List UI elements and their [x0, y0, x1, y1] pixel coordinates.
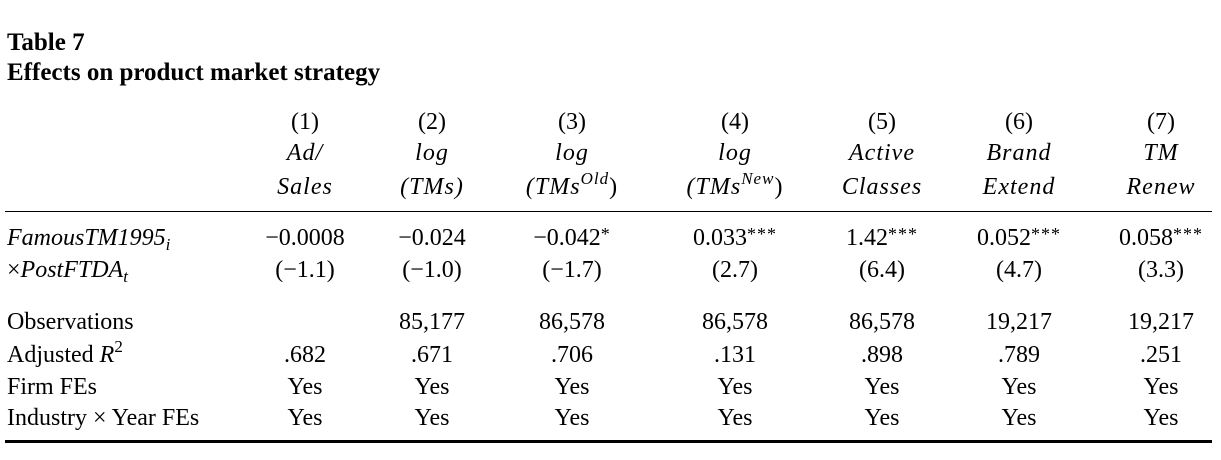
variable-label-line2: [7, 257, 128, 286]
firm-fe-cell: Yes: [717, 374, 753, 400]
column-title-line2: [400, 175, 464, 199]
industry-year-fe-cell: Yes: [1001, 405, 1037, 431]
coefficient-cell: [846, 226, 918, 250]
adj-r2-exponent: 2: [114, 337, 123, 356]
adj-r2-cell: .706: [551, 342, 593, 368]
column-title-line1: log: [718, 140, 752, 166]
column-title-text: (TMs: [686, 174, 742, 200]
industry-year-fe-label: Industry × Year FEs: [7, 405, 200, 431]
observations-cell: 86,578: [849, 309, 915, 335]
coefficient-value: −0.024: [398, 225, 466, 251]
observations-cell: 86,578: [539, 309, 605, 335]
industry-year-fe-cell: Yes: [287, 405, 323, 431]
column-title-text: Extend: [982, 174, 1056, 200]
header-rule: [5, 211, 1212, 212]
adj-r2-symbol: R: [99, 342, 115, 368]
column-title-superscript: Old: [580, 169, 610, 188]
coefficient-cell: [265, 226, 345, 250]
coefficient-cell: [1119, 226, 1203, 250]
firm-fe-cell: Yes: [554, 374, 590, 400]
industry-year-fe-cell: Yes: [554, 405, 590, 431]
tstat-cell: (−1.1): [275, 257, 335, 283]
column-title-line2: [525, 169, 619, 200]
coefficient-cell: [533, 226, 611, 250]
times-symbol: ×: [7, 257, 21, 283]
adj-r2-label: [7, 337, 123, 368]
coefficient-value: −0.042: [533, 225, 601, 251]
coefficient-cell: [977, 226, 1061, 250]
column-title-superscript: New: [741, 169, 775, 188]
coefficient-value: 0.052: [977, 225, 1031, 251]
column-title-line1: Ad/: [286, 140, 324, 166]
industry-year-fe-cell: Yes: [1143, 405, 1179, 431]
coefficient-value: 0.033: [693, 225, 747, 251]
tstat-cell: (2.7): [712, 257, 758, 283]
adj-r2-cell: .671: [411, 342, 453, 368]
table-caption: Effects on product market strategy: [7, 59, 381, 86]
variable-name-postftda: PostFTDA: [20, 257, 124, 283]
industry-year-fe-cell: Yes: [864, 405, 900, 431]
adj-r2-cell: .898: [861, 342, 903, 368]
column-number: (7): [1147, 109, 1175, 135]
column-number: (5): [868, 109, 896, 135]
column-title-line1: Brand: [986, 140, 1052, 166]
column-title-line2: [277, 175, 333, 199]
observations-cell: 86,578: [702, 309, 768, 335]
tstat-cell: (3.3): [1138, 257, 1184, 283]
adj-r2-text: Adjusted: [7, 342, 100, 368]
tstat-cell: (4.7): [996, 257, 1042, 283]
adj-r2-cell: .131: [714, 342, 756, 368]
coefficient-cell: [693, 226, 777, 250]
firm-fe-cell: Yes: [1143, 374, 1179, 400]
variable-subscript-t: t: [123, 267, 128, 286]
column-number: (1): [291, 109, 319, 135]
variable-label-line1: [7, 225, 171, 254]
observations-cell: 19,217: [1128, 309, 1194, 335]
column-title-text: (TMs): [400, 174, 464, 200]
firm-fe-cell: Yes: [1001, 374, 1037, 400]
adj-r2-cell: .682: [284, 342, 326, 368]
significance-stars: ***: [1031, 224, 1061, 244]
industry-year-fe-cell: Yes: [414, 405, 450, 431]
bottom-rule: [5, 440, 1212, 443]
column-title-text: Sales: [277, 174, 333, 200]
column-title-close-paren: ): [774, 174, 784, 200]
firm-fe-label: Firm FEs: [7, 374, 98, 400]
column-title-text: Classes: [841, 174, 923, 200]
column-number: (3): [558, 109, 586, 135]
column-title-line1: Active: [849, 140, 915, 166]
column-title-line1: log: [555, 140, 589, 166]
coefficient-cell: [398, 226, 466, 250]
significance-stars: ***: [747, 224, 777, 244]
column-title-line1: TM: [1143, 140, 1179, 166]
column-title-line1: log: [415, 140, 449, 166]
firm-fe-cell: Yes: [414, 374, 450, 400]
firm-fe-cell: Yes: [287, 374, 323, 400]
column-number: (4): [721, 109, 749, 135]
tstat-cell: (6.4): [859, 257, 905, 283]
significance-stars: ***: [1173, 224, 1203, 244]
observations-label: Observations: [7, 309, 134, 335]
coefficient-value: 1.42: [846, 225, 888, 251]
adj-r2-cell: .251: [1140, 342, 1182, 368]
tstat-cell: (−1.7): [542, 257, 602, 283]
tstat-cell: (−1.0): [402, 257, 462, 283]
significance-stars: *: [600, 224, 611, 244]
column-title-text: (TMs: [525, 174, 581, 200]
adj-r2-cell: .789: [998, 342, 1040, 368]
column-title-text: Renew: [1126, 174, 1196, 200]
observations-cell: 85,177: [399, 309, 465, 335]
industry-year-fe-cell: Yes: [717, 405, 753, 431]
coefficient-value: −0.0008: [265, 225, 345, 251]
column-title-line2: [842, 175, 922, 199]
table-label: Table 7: [7, 29, 85, 56]
variable-name-famous: FamousTM1995: [7, 225, 166, 251]
column-title-close-paren: ): [609, 174, 619, 200]
firm-fe-cell: Yes: [864, 374, 900, 400]
variable-subscript-i: i: [165, 235, 171, 254]
significance-stars: ***: [888, 224, 918, 244]
column-number: (6): [1005, 109, 1033, 135]
column-title-line2: [983, 175, 1056, 199]
column-title-line2: [1127, 175, 1196, 199]
coefficient-value: 0.058: [1119, 225, 1173, 251]
column-number: (2): [418, 109, 446, 135]
observations-cell: 19,217: [986, 309, 1052, 335]
column-title-line2: [686, 169, 784, 200]
